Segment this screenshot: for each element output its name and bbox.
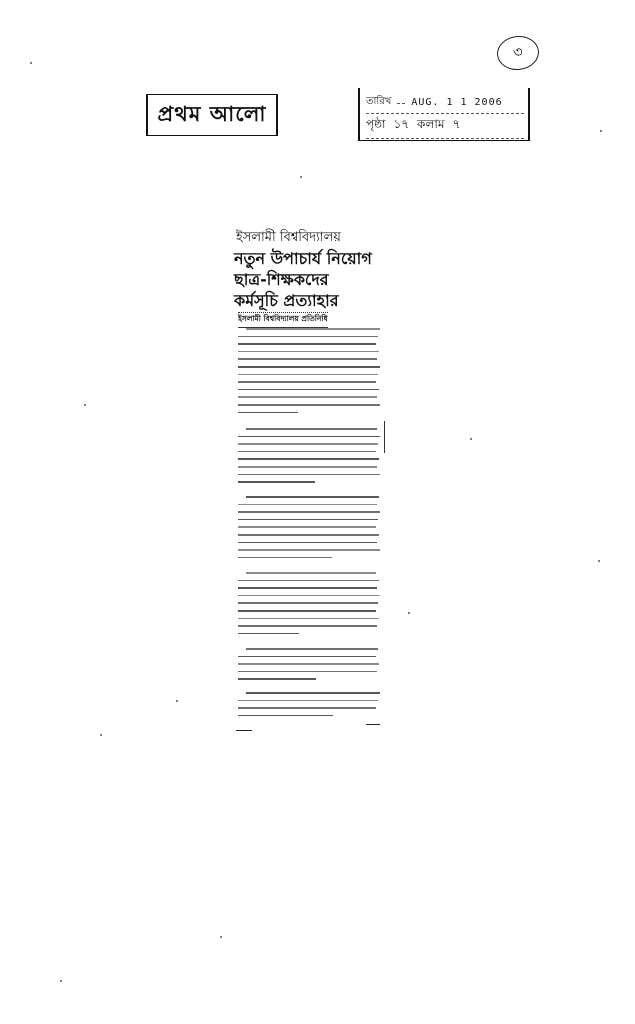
text-line xyxy=(238,707,376,709)
scan-speck xyxy=(60,980,62,982)
text-line xyxy=(238,343,376,345)
text-line xyxy=(246,328,380,330)
scan-speck xyxy=(408,612,410,614)
text-line xyxy=(238,542,377,544)
article-kicker: ইসলামী বিশ্ববিদ্যালয় xyxy=(236,230,341,245)
text-line xyxy=(238,595,380,597)
end-dash xyxy=(236,730,252,731)
headline-line: কর্মসূচি প্রত্যাহার xyxy=(234,291,339,310)
text-line xyxy=(238,671,377,673)
news-clipping xyxy=(228,206,390,746)
text-line xyxy=(246,428,377,430)
text-line xyxy=(238,351,379,353)
headline-line: ছাত্র-শিক্ষকদের xyxy=(234,270,329,289)
column-value: ৭ xyxy=(452,117,461,131)
text-line xyxy=(246,648,378,650)
text-line xyxy=(238,374,378,376)
text-line xyxy=(238,511,380,513)
scan-speck xyxy=(300,176,302,178)
text-line xyxy=(238,534,379,536)
page-value: ১৭ xyxy=(393,117,410,131)
text-line xyxy=(238,618,379,620)
text-line xyxy=(238,436,380,438)
scan-speck xyxy=(598,560,600,562)
article-byline: ইসলামী বিশ্ববিদ্যালয় প্রতিনিধি xyxy=(238,312,328,328)
end-dash xyxy=(366,724,380,725)
text-line xyxy=(238,466,377,468)
text-line xyxy=(238,396,377,398)
newspaper-name-stamp xyxy=(146,94,278,136)
text-line xyxy=(238,336,378,338)
text-line xyxy=(246,572,376,574)
scan-speck xyxy=(84,404,86,406)
text-line xyxy=(238,458,379,460)
text-line xyxy=(238,451,376,453)
text-line xyxy=(238,663,379,665)
page-label: পৃষ্ঠা xyxy=(366,117,386,131)
text-line xyxy=(238,587,377,589)
scan-speck xyxy=(600,130,602,132)
text-line xyxy=(238,519,378,521)
text-line xyxy=(238,443,378,445)
text-line xyxy=(238,610,376,612)
date-value: AUG. 1 1 2006 xyxy=(411,97,503,108)
text-line xyxy=(238,381,376,383)
margin-mark xyxy=(384,421,385,453)
article-headline xyxy=(234,248,392,311)
page-column-row xyxy=(366,116,524,139)
text-line xyxy=(238,549,380,551)
newspaper-name: প্রথম আলো xyxy=(157,100,267,126)
date-page-stamp xyxy=(358,88,530,141)
text-line xyxy=(238,474,380,476)
text-line xyxy=(238,602,378,604)
date-row xyxy=(366,94,524,114)
text-line xyxy=(238,656,376,658)
text-line xyxy=(238,715,333,717)
date-label: তারিখ xyxy=(366,96,392,107)
text-line xyxy=(238,358,377,360)
page-number: ৩ xyxy=(512,42,524,61)
text-line xyxy=(238,678,316,680)
column-label: কলাম xyxy=(417,117,445,131)
text-line xyxy=(238,481,315,483)
page-number-circle xyxy=(495,34,540,72)
text-line xyxy=(246,496,379,498)
scan-speck xyxy=(176,700,178,702)
text-line xyxy=(238,404,380,406)
text-line xyxy=(238,580,379,582)
text-line xyxy=(238,700,378,702)
text-line xyxy=(238,389,379,391)
text-line xyxy=(238,366,380,368)
scan-speck xyxy=(220,936,222,938)
text-line xyxy=(238,504,377,506)
text-line xyxy=(246,692,380,694)
text-line xyxy=(238,557,332,559)
text-line xyxy=(238,412,298,414)
scan-speck xyxy=(30,62,32,64)
headline-line: নতুন উপাচার্য নিয়োগ xyxy=(234,249,372,268)
scan-speck xyxy=(470,438,472,440)
text-line xyxy=(238,526,376,528)
text-line xyxy=(238,625,377,627)
scan-speck xyxy=(100,734,102,736)
text-line xyxy=(238,633,299,635)
